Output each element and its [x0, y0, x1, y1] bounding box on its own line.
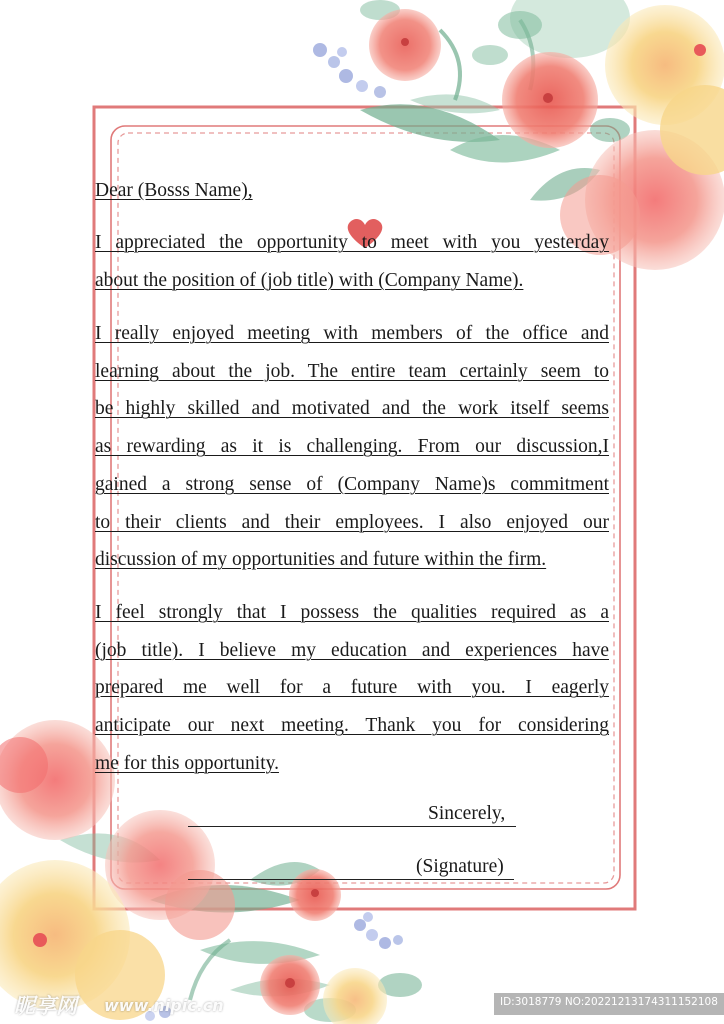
paragraph-line: gained a strong sense of (Company Name)s commitment [95, 473, 609, 495]
watermark-logo: 昵享网 [14, 994, 77, 1018]
greeting: Dear (Bosss Name), [95, 180, 253, 201]
paragraph-line: about the position of (job title) with (Company Name). [95, 269, 524, 291]
paragraph-2 [95, 315, 609, 579]
paragraph-line: anticipate our next meeting. Thank you for considering [95, 715, 609, 737]
paragraph-1 [95, 224, 609, 299]
paragraph-line: me for this opportunity. [95, 752, 279, 774]
paragraph-line: I really enjoyed meeting with members of the office and [95, 323, 609, 344]
signature-rule [188, 879, 514, 880]
watermark-site: www.nipic.cn [104, 996, 224, 1015]
paragraph-line: as rewarding as it is challenging. From our discussion,I [95, 436, 609, 458]
closing: Sincerely, [428, 803, 506, 824]
paragraph-line: be highly skilled and motivated and the work itself seems [95, 398, 609, 420]
paragraph-line: (job title). I believe my education and experiences have [95, 639, 609, 661]
paragraph-line: to their clients and their employees. I also enjoyed our [95, 511, 609, 533]
paragraph-line: discussion of my opportunities and future within the firm. [95, 549, 547, 571]
paragraph-line: prepared me well for a future with you. I eagerly [95, 677, 609, 699]
paragraph-3 [95, 594, 609, 783]
signature-placeholder: (Signature) [416, 856, 504, 877]
paragraph-line: I appreciated the opportunity to meet with you yesterday [95, 232, 609, 253]
paragraph-line: I feel strongly that I possess the qualities required as a [95, 602, 609, 623]
closing-rule [188, 826, 516, 827]
watermark-id: ID:3018779 NO:20221213174311152108 [500, 996, 718, 1008]
paragraph-line: learning about the job. The entire team certainly seem to [95, 360, 609, 382]
